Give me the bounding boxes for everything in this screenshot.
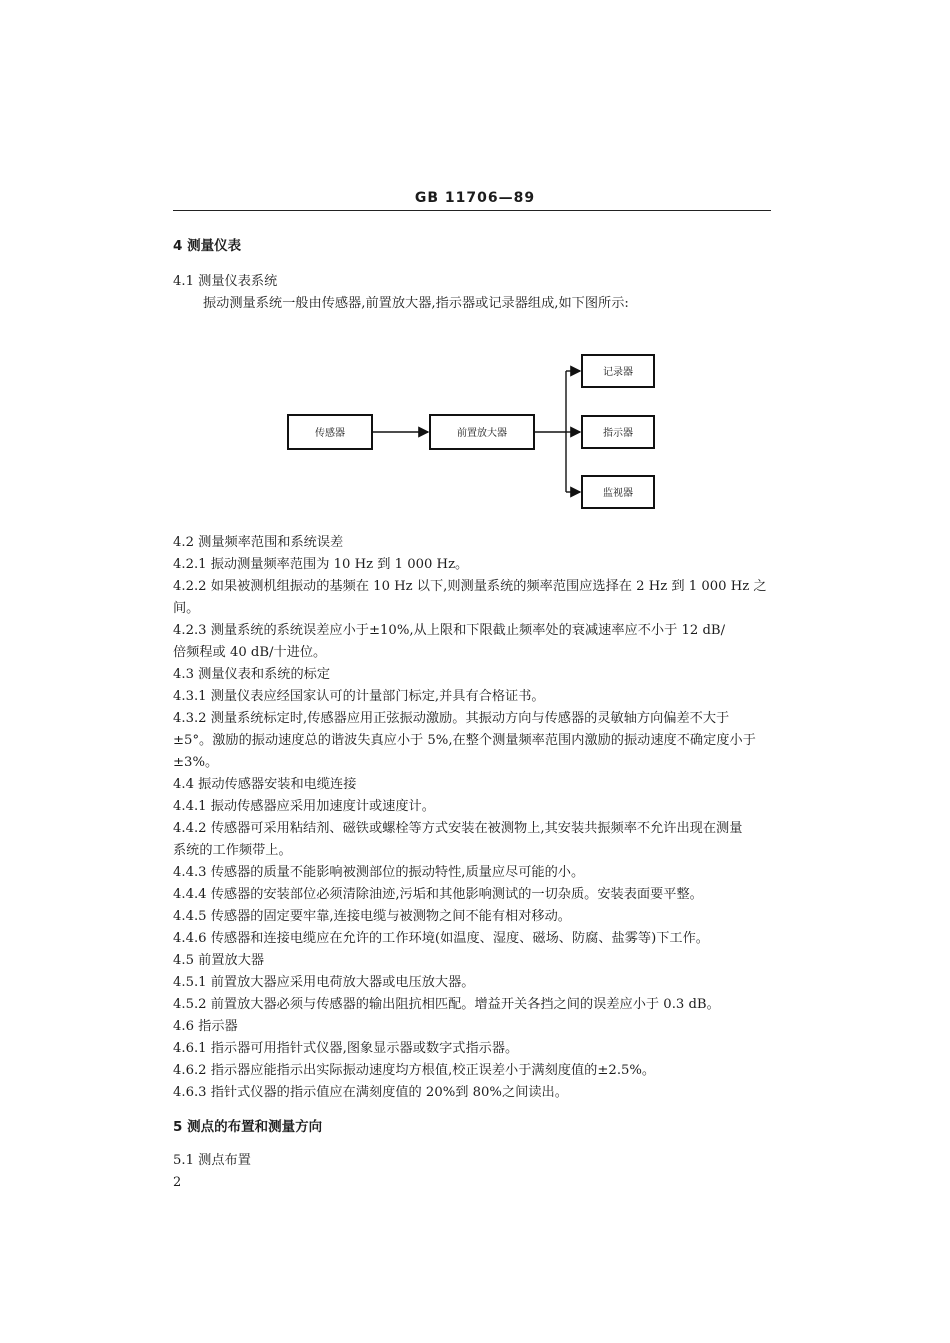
clause-4-3-2-line3: ±3%。	[173, 755, 219, 770]
clause-4-5-heading: 4.5 前置放大器	[173, 953, 265, 968]
clause-4-6-1: 4.6.1 指示器可用指针式仪器,图象显示器或数字式指示器。	[173, 1041, 519, 1056]
clause-4-3-1: 4.3.1 测量仪表应经国家认可的计量部门标定,并具有合格证书。	[173, 689, 545, 704]
clause-4-4-3: 4.4.3 传感器的质量不能影响被测部位的振动特性,质量应尽可能的小。	[173, 865, 585, 880]
clause-4-2-heading: 4.2 测量频率范围和系统误差	[173, 535, 344, 550]
clause-4-6-heading: 4.6 指示器	[173, 1019, 238, 1034]
clause-4-4-heading: 4.4 振动传感器安装和电缆连接	[173, 777, 357, 792]
indicator-label: 指示器	[603, 428, 633, 439]
clause-4-3-heading: 4.3 测量仪表和系统的标定	[173, 667, 331, 682]
clause-4-2-2-line2: 间。	[173, 601, 200, 616]
clause-4-3-2-line2: ±5°。激励的振动速度总的谐波失真应小于 5%,在整个测量频率范围内激励的振动速度不确定度小于	[173, 733, 756, 748]
clause-4-4-4: 4.4.4 传感器的安装部位必须清除油迹,污垢和其他影响测试的一切杂质。安装表面要平整。	[173, 887, 703, 902]
clause-4-3-2-line1: 4.3.2 测量系统标定时,传感器应用正弦振动激励。其振动方向与传感器的灵敏轴方向偏差不大于	[173, 711, 730, 726]
clause-4-4-2-line2: 系统的工作频带上。	[173, 843, 292, 858]
monitor-label: 监视器	[603, 488, 633, 499]
section-4-heading: 4 测量仪表	[173, 238, 242, 254]
preamp-label: 前置放大器	[457, 428, 507, 439]
clause-4-1-text: 振动测量系统一般由传感器,前置放大器,指示器或记录器组成,如下图所示:	[203, 296, 629, 311]
clause-4-1-heading: 4.1 测量仪表系统	[173, 274, 278, 289]
clause-4-4-2-line1: 4.4.2 传感器可采用粘结剂、磁铁或螺栓等方式安装在被测物上,其安装共振频率不允许出现在测量	[173, 821, 743, 836]
measurement-system-diagram	[280, 345, 660, 525]
clause-4-2-3-line2: 倍频程或 40 dB/十进位。	[173, 645, 327, 660]
clause-4-2-2-line1: 4.2.2 如果被测机组振动的基频在 10 Hz 以下,则测量系统的频率范围应选择在 2 Hz 到 1 000 Hz 之	[173, 579, 767, 594]
clause-4-4-6: 4.4.6 传感器和连接电缆应在允许的工作环境(如温度、湿度、磁场、防腐、盐雾等)下工作。	[173, 931, 709, 946]
clause-4-4-5: 4.4.5 传感器的固定要牢靠,连接电缆与被测物之间不能有相对移动。	[173, 909, 571, 924]
clause-5-1-heading: 5.1 测点布置	[173, 1153, 251, 1168]
section-5-heading: 5 测点的布置和测量方向	[173, 1119, 323, 1135]
clause-4-6-3: 4.6.3 指针式仪器的指示值应在满刻度值的 20%到 80%之间读出。	[173, 1085, 568, 1100]
clause-4-6-2: 4.6.2 指示器应能指示出实际振动速度均方根值,校正误差小于满刻度值的±2.5%。	[173, 1063, 656, 1078]
header-rule	[173, 210, 771, 211]
clause-4-5-2: 4.5.2 前置放大器必须与传感器的输出阻抗相匹配。增益开关各挡之间的误差应小于 0.3 dB。	[173, 997, 720, 1012]
standard-code: GB 11706—89	[414, 190, 536, 206]
recorder-label: 记录器	[603, 367, 633, 378]
clause-4-5-1: 4.5.1 前置放大器应采用电荷放大器或电压放大器。	[173, 975, 475, 990]
clause-4-2-3-line1: 4.2.3 测量系统的系统误差应小于±10%,从上限和下限截止频率处的衰减速率应不小于 12 dB/	[173, 623, 726, 638]
sensor-label: 传感器	[315, 428, 345, 439]
clause-4-2-1: 4.2.1 振动测量频率范围为 10 Hz 到 1 000 Hz。	[173, 557, 469, 572]
clause-4-4-1: 4.4.1 振动传感器应采用加速度计或速度计。	[173, 799, 435, 814]
page-number: 2	[173, 1175, 182, 1190]
